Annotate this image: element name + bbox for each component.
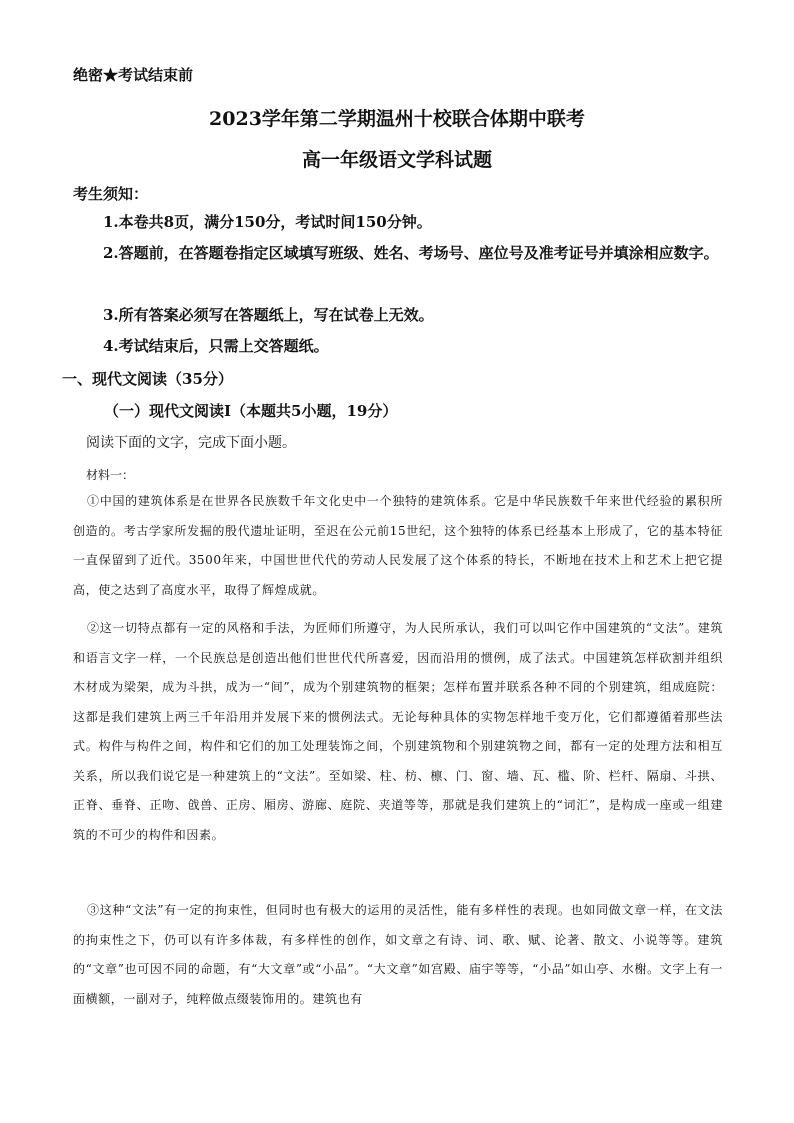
subsection-heading: （一）现代文阅读Ⅰ（本题共5小题，19分） <box>104 402 398 420</box>
notice-item: 3.所有答案必须写在答题纸上，写在试卷上无效。 <box>103 306 434 324</box>
exam-subtitle: 高一年级语文学科试题 <box>301 149 492 171</box>
passage-paragraph: ③这种“文法”有一定的拘束性，但同时也有极大的运用的灵活性，能有多样性的表现。也如同做文章一样，在文法的拘束性之下，仍可以有许多体裁，有多样性的创作，如文章之有诗、词、歌、赋、论著、散文、小说等等。建筑的“文章”也可因不同的命题，有“大文章”或“小品”。“大文章”如宫殿、庙宇等等，“小品”如山亭、水榭。文字上有一面横额，一副对子，纯粹做点缀装饰用的。建筑也有 <box>73 903 723 1006</box>
notice-item: 2.答题前，在答题卷指定区域填写班级、姓名、考场号、座位号及准考证号并填涂相应数字。 <box>103 244 719 262</box>
material-label: 材料一： <box>86 468 135 482</box>
exam-title: 2023学年第二学期温州十校联合体期中联考 <box>209 108 585 130</box>
passage-paragraph: ②这一切特点都有一定的风格和手法，为匠师们所遵守，为人民所承认，我们可以叫它作中国建筑的“文法”。建筑和语言文字一样，一个民族总是创造出他们世世代代所喜爱，因而沿用的惯例，成了法式。中国建筑怎样砍割并组织木材成为梁架，成为斗拱，成为一“间”，成为个别建筑物的框架；怎样布置并联系各种不同的个别建筑，组成庭院：这都是我们建筑上两三千年沿用并发展下来的惯例法式。无论每种具体的实物怎样地千变万化，它们都遵循着那些法式。构件与构件之间，构件和它们的加工处理装饰之间，个别建筑物和个别建筑物之间，都有一定的处理方法和相互关系，所以我们说它是一种建筑上的“文法”。至如梁、柱、枋、檩、门、窗、墙、瓦、槛、阶、栏杆、隔扇、斗拱、正脊、垂脊、正吻、戗兽、正房、厢房、游廊、庭院、夹道等等，那就是我们建筑上的“词汇”，是构成一座或一组建筑的不可少的构件和因素。 <box>73 621 723 842</box>
notice-item: 1.本卷共8页，满分150分，考试时间150分钟。 <box>103 213 432 231</box>
notice-heading: 考生须知： <box>73 185 149 203</box>
notice-item: 4.考试结束后，只需上交答题纸。 <box>103 337 329 355</box>
reading-instruction: 阅读下面的文字，完成下面小题。 <box>86 435 296 451</box>
confidential-label: 绝密★考试结束前 <box>73 66 194 84</box>
section-heading: 一、现代文阅读（35分） <box>62 370 233 388</box>
passage-paragraph: ①中国的建筑体系是在世界各民族数千年文化史中一个独特的建筑体系。它是中华民族数千年来世代经验的累积所创造的。考古学家所发掘的殷代遗址证明，至迟在公元前15世纪，这个独特的体系已经基本上形成了，它的基本特征一直保留到了近代。3500年来，中国世世代代的劳动人民发展了这个体系的特长，不断地在技术上和艺术上把它提高，使之达到了高度水平，取得了辉煌成就。 <box>73 494 723 597</box>
